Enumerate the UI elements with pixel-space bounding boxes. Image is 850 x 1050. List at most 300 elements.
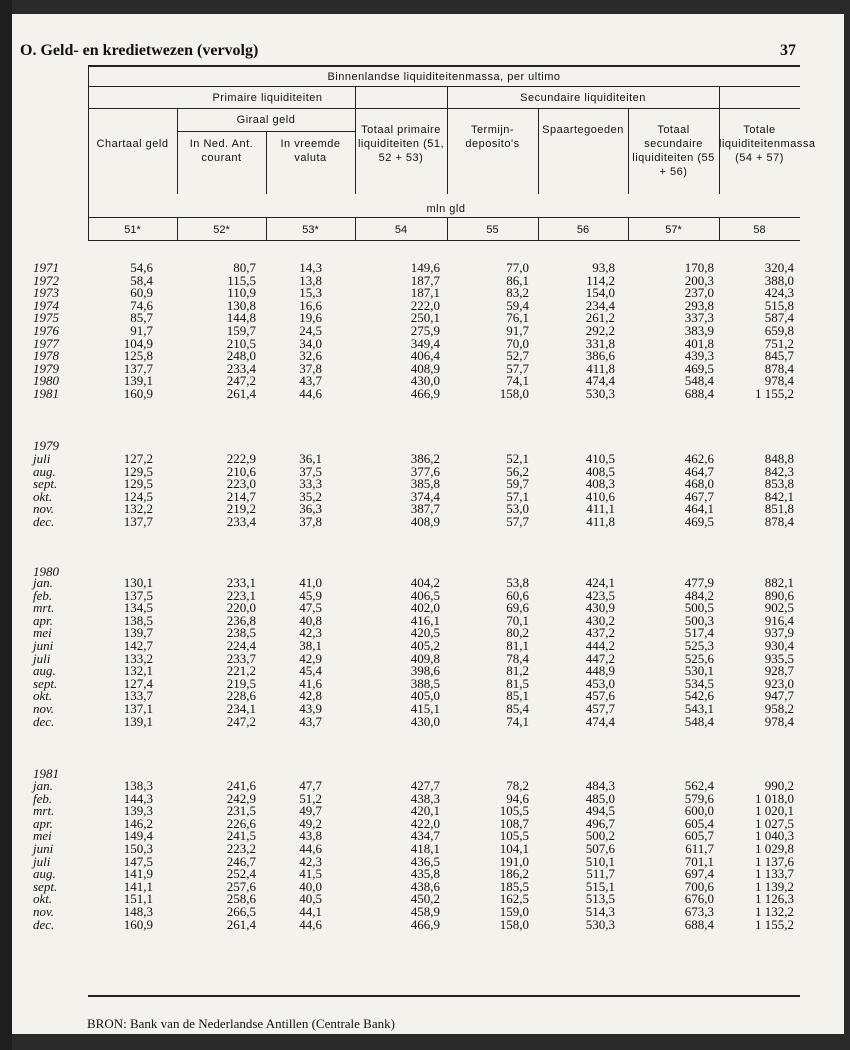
table-cell: 210,5 (226, 335, 256, 351)
table-cell: 241,5 (226, 828, 256, 844)
table-cell: 853,8 (764, 476, 794, 492)
table-cell: 37,8 (299, 513, 322, 529)
table-cell: 1 126,3 (755, 891, 794, 907)
table-cell: 69,6 (506, 600, 529, 616)
page-number: 37 (780, 42, 796, 59)
table-cell: 160,9 (123, 916, 153, 932)
table-cell: 159,7 (226, 322, 256, 338)
table-cell: 81,5 (506, 675, 529, 691)
table-cell: 59,4 (506, 297, 529, 313)
table-cell: 43,9 (299, 700, 322, 716)
table-cell: 530,3 (585, 385, 615, 401)
table-cell: 543,1 (684, 700, 714, 716)
table-cell: 408,9 (410, 360, 440, 376)
table-cell: 1 133,7 (755, 866, 794, 882)
table-cell: 93,8 (592, 260, 615, 275)
row-label: nov. (33, 501, 55, 517)
table-cell: 439,3 (684, 348, 714, 364)
col-number: 56 (576, 224, 590, 236)
table-cell: 261,2 (585, 310, 615, 326)
table-cell: 151,1 (123, 891, 153, 907)
table-cell: 401,8 (684, 335, 714, 351)
table-cell: 464,1 (684, 501, 714, 517)
table-cell: 80,7 (233, 260, 256, 275)
table-cell: 134,5 (123, 600, 153, 616)
table-cell: 141,1 (123, 878, 153, 894)
table-cell: 337,3 (684, 310, 714, 326)
table-cell: 916,4 (764, 612, 794, 628)
table-row (0, 513, 850, 529)
table-cell: 435,8 (410, 866, 440, 882)
table-cell: 104,1 (499, 840, 529, 856)
table-cell: 423,5 (585, 587, 615, 603)
table-cell: 427,7 (410, 778, 440, 793)
table-cell: 81,1 (506, 637, 529, 653)
table-cell: 58,4 (130, 272, 153, 288)
row-label: mrt. (33, 600, 55, 616)
table-cell: 928,7 (764, 663, 794, 679)
row-label: feb. (33, 587, 53, 603)
table-cell: 410,5 (585, 451, 615, 466)
table-cell: 114,2 (586, 272, 615, 288)
table-cell: 676,0 (684, 891, 714, 907)
table-cell: 105,5 (499, 803, 529, 819)
row-label: sept. (33, 675, 58, 691)
table-cell: 77,0 (506, 260, 529, 275)
table-cell: 130,8 (226, 297, 256, 313)
table-cell: 496,7 (585, 815, 615, 831)
table-cell: 420,1 (410, 803, 440, 819)
monthly-section-1981 (0, 780, 850, 931)
table-cell: 1 155,2 (755, 385, 794, 401)
table-cell: 418,1 (410, 840, 440, 856)
table-cell: 514,3 (585, 903, 615, 919)
table-cell: 935,5 (764, 650, 794, 666)
table-cell: 1 040,3 (755, 828, 794, 844)
table-cell: 42,8 (299, 688, 322, 704)
table-cell: 129,5 (123, 463, 153, 479)
col-number: 52* (213, 224, 230, 236)
table-cell: 13,8 (299, 272, 322, 288)
header-main: Binnenlandse liquiditeitenmassa, per ultimo (327, 71, 561, 83)
table-cell: 144,3 (123, 790, 153, 806)
table-cell: 19,6 (299, 310, 322, 326)
table-cell: 242,9 (226, 790, 256, 806)
header-secondary: Secundaire liquiditeiten (520, 92, 646, 104)
col-number: 57* (665, 224, 682, 236)
table-cell: 247,2 (226, 373, 256, 389)
table-cell: 411,1 (586, 501, 615, 517)
table-cell: 85,1 (506, 688, 529, 704)
col-53-label: In vreemde valuta (280, 138, 341, 164)
table-cell: 542,6 (684, 688, 714, 704)
table-cell: 52,1 (506, 451, 529, 466)
table-cell: 447,2 (585, 650, 615, 666)
table-cell: 127,4 (123, 675, 153, 691)
table-cell: 41,6 (299, 675, 322, 691)
table-cell: 842,1 (764, 488, 794, 504)
table-cell: 261,4 (226, 916, 256, 932)
table-cell: 224,4 (226, 637, 256, 653)
table-cell: 882,1 (764, 575, 794, 590)
table-cell: 477,9 (684, 575, 714, 590)
table-cell: 35,2 (299, 488, 322, 504)
header-giraal: Giraal geld (236, 114, 296, 126)
table-cell: 70,0 (506, 335, 529, 351)
table-cell: 402,0 (410, 600, 440, 616)
table-cell: 275,9 (410, 322, 440, 338)
table-cell: 32,6 (299, 348, 322, 364)
table-cell: 500,3 (684, 612, 714, 628)
table-cell: 424,1 (585, 575, 615, 590)
table-cell: 233,1 (226, 575, 256, 590)
row-label: 1974 (33, 297, 59, 313)
table-cell: 511,7 (586, 866, 615, 882)
table-cell: 237,0 (684, 285, 714, 301)
table-cell: 40,5 (299, 891, 322, 907)
table-cell: 149,6 (410, 260, 440, 275)
table-cell: 33,3 (299, 476, 322, 492)
table-cell: 43,7 (299, 713, 322, 729)
table-cell: 430,9 (585, 600, 615, 616)
table-cell: 513,5 (585, 891, 615, 907)
row-label: apr. (33, 612, 53, 628)
table-cell: 149,4 (123, 828, 153, 844)
table-cell: 38,1 (299, 637, 322, 653)
table-cell: 600,0 (684, 803, 714, 819)
table-cell: 41,0 (299, 575, 322, 590)
col-57-label: Totaal secundaire liquiditeiten (55 + 56) (632, 124, 715, 178)
table-cell: 42,3 (299, 625, 322, 641)
table-cell: 466,9 (410, 916, 440, 932)
table-cell: 236,8 (226, 612, 256, 628)
table-cell: 162,5 (499, 891, 529, 907)
table-cell: 930,4 (764, 637, 794, 653)
table-cell: 890,6 (764, 587, 794, 603)
table-cell: 500,5 (684, 600, 714, 616)
table-cell: 146,2 (123, 815, 153, 831)
table-cell: 469,5 (684, 360, 714, 376)
table-cell: 405,0 (410, 688, 440, 704)
table-cell: 1 029,8 (755, 840, 794, 856)
row-label: okt. (33, 891, 53, 907)
table-cell: 530,3 (585, 916, 615, 932)
table-cell: 85,4 (506, 700, 529, 716)
row-label: 1976 (33, 322, 59, 338)
table-cell: 990,2 (764, 778, 794, 793)
table-cell: 86,1 (506, 272, 529, 288)
table-cell: 408,3 (585, 476, 615, 492)
row-label: 1972 (33, 272, 59, 288)
table-cell: 605,4 (684, 815, 714, 831)
table-cell: 139,1 (123, 713, 153, 729)
table-cell: 154,0 (585, 285, 615, 301)
table-cell: 437,2 (585, 625, 615, 641)
table-cell: 223,2 (226, 840, 256, 856)
table-cell: 200,3 (684, 272, 714, 288)
row-label: 1973 (33, 285, 59, 301)
table-cell: 444,2 (585, 637, 615, 653)
table-cell: 947,7 (764, 688, 794, 704)
table-cell: 40,8 (299, 612, 322, 628)
source-note: BRON: Bank van de Nederlandse Antillen (Centrale Bank) (87, 1016, 395, 1031)
row-label: sept. (33, 476, 58, 492)
table-cell: 420,5 (410, 625, 440, 641)
table-cell: 223,0 (226, 476, 256, 492)
table-cell: 436,5 (410, 853, 440, 869)
table-cell: 138,3 (123, 778, 153, 793)
table-cell: 958,2 (764, 700, 794, 716)
table-cell: 377,6 (410, 463, 440, 479)
table-cell: 416,1 (410, 612, 440, 628)
table-cell: 434,7 (410, 828, 440, 844)
table-cell: 1 155,2 (755, 916, 794, 932)
table-cell: 430,2 (585, 612, 615, 628)
table-cell: 878,4 (764, 360, 794, 376)
table-cell: 214,7 (226, 488, 256, 504)
table-cell: 388,5 (410, 675, 440, 691)
table-cell: 507,6 (585, 840, 615, 856)
table-cell: 78,4 (506, 650, 529, 666)
table-cell: 132,2 (123, 501, 153, 517)
table-cell: 234,1 (226, 700, 256, 716)
col-54-label: Totaal primaire liquiditeiten (51, 52 + 53) (357, 124, 445, 164)
year-heading: 1981 (33, 766, 59, 781)
row-label: dec. (33, 513, 55, 529)
table-cell: 701,1 (684, 853, 714, 869)
table-cell: 385,8 (410, 476, 440, 492)
table-cell: 43,8 (299, 828, 322, 844)
table-cell: 36,3 (299, 501, 322, 517)
table-cell: 438,6 (410, 878, 440, 894)
table-cell: 125,8 (123, 348, 153, 364)
table-cell: 91,7 (130, 322, 153, 338)
table-cell: 293,8 (684, 297, 714, 313)
table-cell: 14,3 (299, 260, 322, 275)
table-cell: 137,5 (123, 587, 153, 603)
year-heading: 1979 (33, 438, 59, 453)
table-cell: 241,6 (226, 778, 256, 793)
table-cell: 469,5 (684, 513, 714, 529)
row-label: 1979 (33, 360, 59, 376)
table-cell: 133,2 (123, 650, 153, 666)
table-cell: 60,6 (506, 587, 529, 603)
table-cell: 185,5 (499, 878, 529, 894)
table-cell: 468,0 (684, 476, 714, 492)
table-cell: 409,8 (410, 650, 440, 666)
col-number: 55 (486, 224, 499, 236)
row-label: 1975 (33, 310, 59, 326)
table-cell: 845,7 (764, 348, 794, 364)
table-cell: 42,9 (299, 650, 322, 666)
table-cell: 222,0 (410, 297, 440, 313)
table-cell: 1 139,2 (755, 878, 794, 894)
table-cell: 52,7 (506, 348, 529, 364)
table-cell: 110,9 (227, 285, 256, 301)
table-cell: 494,5 (585, 803, 615, 819)
table-cell: 74,6 (130, 297, 153, 313)
table-cell: 605,7 (684, 828, 714, 844)
row-label: 1980 (33, 373, 59, 389)
table-cell: 587,4 (764, 310, 794, 326)
table-cell: 59,7 (506, 476, 529, 492)
table-cell: 223,1 (226, 587, 256, 603)
table-cell: 510,1 (585, 853, 615, 869)
table-cell: 474,4 (585, 713, 615, 729)
table-cell: 937,9 (764, 625, 794, 641)
table-cell: 484,3 (585, 778, 615, 793)
table-cell: 159,0 (499, 903, 529, 919)
table-cell: 186,2 (499, 866, 529, 882)
table-cell: 138,5 (123, 612, 153, 628)
table-cell: 41,5 (299, 866, 322, 882)
table-cell: 386,2 (410, 451, 440, 466)
col-number: 53* (302, 224, 319, 236)
table-cell: 129,5 (123, 476, 153, 492)
row-label: okt. (33, 488, 53, 504)
row-label: apr. (33, 815, 53, 831)
table-cell: 464,7 (684, 463, 714, 479)
table-cell: 408,5 (585, 463, 615, 479)
table-cell: 525,3 (684, 637, 714, 653)
row-label: mei (33, 828, 52, 844)
unit-label: mln gld (426, 203, 466, 215)
section-title: O. Geld- en kredietwezen (vervolg) (20, 42, 259, 59)
row-label: aug. (33, 663, 56, 679)
table-cell: 45,4 (299, 663, 322, 679)
table-cell: 222,9 (226, 451, 256, 466)
table-cell: 228,6 (226, 688, 256, 704)
table-cell: 57,7 (506, 513, 529, 529)
table-cell: 132,1 (123, 663, 153, 679)
table-cell: 387,7 (410, 501, 440, 517)
table-cell: 221,2 (226, 663, 256, 679)
table-cell: 191,0 (499, 853, 529, 869)
table-cell: 220,0 (226, 600, 256, 616)
table-cell: 115,5 (227, 272, 256, 288)
row-label: dec. (33, 713, 55, 729)
table-cell: 408,9 (410, 513, 440, 529)
table-cell: 659,8 (764, 322, 794, 338)
monthly-section-1980 (0, 577, 850, 728)
table-cell: 133,7 (123, 688, 153, 704)
table-cell: 57,7 (506, 360, 529, 376)
table-cell: 233,7 (226, 650, 256, 666)
table-cell: 530,1 (684, 663, 714, 679)
monthly-section-1979 (0, 453, 850, 529)
table-cell: 349,4 (410, 335, 440, 351)
table-cell: 688,4 (684, 916, 714, 932)
table-cell: 53,0 (506, 501, 529, 517)
table-cell: 548,4 (684, 713, 714, 729)
col-51-label: Chartaal geld (96, 138, 169, 150)
table-cell: 474,4 (585, 373, 615, 389)
col-56-label: Spaartegoeden (542, 124, 624, 136)
table-cell: 1 132,2 (755, 903, 794, 919)
row-label: sept. (33, 878, 58, 894)
table-cell: 404,2 (410, 575, 440, 590)
table-cell: 562,4 (684, 778, 714, 793)
table-cell: 261,4 (226, 385, 256, 401)
table-cell: 331,8 (585, 335, 615, 351)
table-cell: 548,4 (684, 373, 714, 389)
table-cell: 47,5 (299, 600, 322, 616)
table-cell: 44,1 (299, 903, 322, 919)
table-cell: 85,7 (130, 310, 153, 326)
row-label: jan. (33, 575, 53, 590)
table-cell: 54,6 (130, 260, 153, 275)
table-cell: 91,7 (506, 322, 529, 338)
row-label: juli (33, 451, 51, 466)
table-cell: 36,1 (299, 451, 322, 466)
table-cell: 234,4 (585, 297, 615, 313)
table-cell: 104,9 (123, 335, 153, 351)
table-cell: 697,4 (684, 866, 714, 882)
table-cell: 515,8 (764, 297, 794, 313)
table-cell: 386,6 (585, 348, 615, 364)
table-cell: 450,2 (410, 891, 440, 907)
table-cell: 978,4 (764, 373, 794, 389)
col-number: 51* (124, 224, 141, 236)
row-label: okt. (33, 688, 53, 704)
table-cell: 34,0 (299, 335, 322, 351)
table-cell: 438,3 (410, 790, 440, 806)
table-cell: 150,3 (123, 840, 153, 856)
table-cell: 453,0 (585, 675, 615, 691)
table-cell: 137,7 (123, 360, 153, 376)
table-cell: 411,8 (586, 513, 615, 529)
table-cell: 139,7 (123, 625, 153, 641)
table-cell: 40,0 (299, 878, 322, 894)
table-cell: 525,6 (684, 650, 714, 666)
table-cell: 43,7 (299, 373, 322, 389)
table-cell: 137,1 (123, 700, 153, 716)
table-cell: 673,3 (684, 903, 714, 919)
table-cell: 485,0 (585, 790, 615, 806)
table-cell: 467,7 (684, 488, 714, 504)
table-cell: 42,3 (299, 853, 322, 869)
row-label: mrt. (33, 803, 55, 819)
col-52-label: In Ned. Ant. courant (189, 138, 254, 164)
table-cell: 94,6 (506, 790, 529, 806)
table-cell: 457,6 (585, 688, 615, 704)
table-cell: 700,6 (684, 878, 714, 894)
table-cell: 902,5 (764, 600, 794, 616)
table-cell: 422,0 (410, 815, 440, 831)
table-cell: 398,6 (410, 663, 440, 679)
table-cell: 848,8 (764, 451, 794, 466)
table-cell: 1 137,6 (755, 853, 794, 869)
table-cell: 1 020,1 (755, 803, 794, 819)
row-label: juni (33, 840, 54, 856)
row-label: juli (33, 650, 51, 666)
table-cell: 83,2 (506, 285, 529, 301)
table-cell: 388,0 (764, 272, 794, 288)
table-cell: 49,7 (299, 803, 322, 819)
table-cell: 16,6 (299, 297, 322, 313)
table-cell: 252,4 (226, 866, 256, 882)
table-cell: 611,7 (685, 840, 714, 856)
col-58-label: Totale liquiditeitenmassa (54 + 57) (719, 124, 816, 164)
table-cell: 226,6 (226, 815, 256, 831)
table-cell: 127,2 (123, 451, 153, 466)
table-cell: 47,7 (299, 778, 322, 793)
table-cell: 139,3 (123, 803, 153, 819)
table-cell: 74,1 (506, 373, 529, 389)
table-cell: 53,8 (506, 575, 529, 590)
table-cell: 60,9 (130, 285, 153, 301)
table-cell: 405,2 (410, 637, 440, 653)
